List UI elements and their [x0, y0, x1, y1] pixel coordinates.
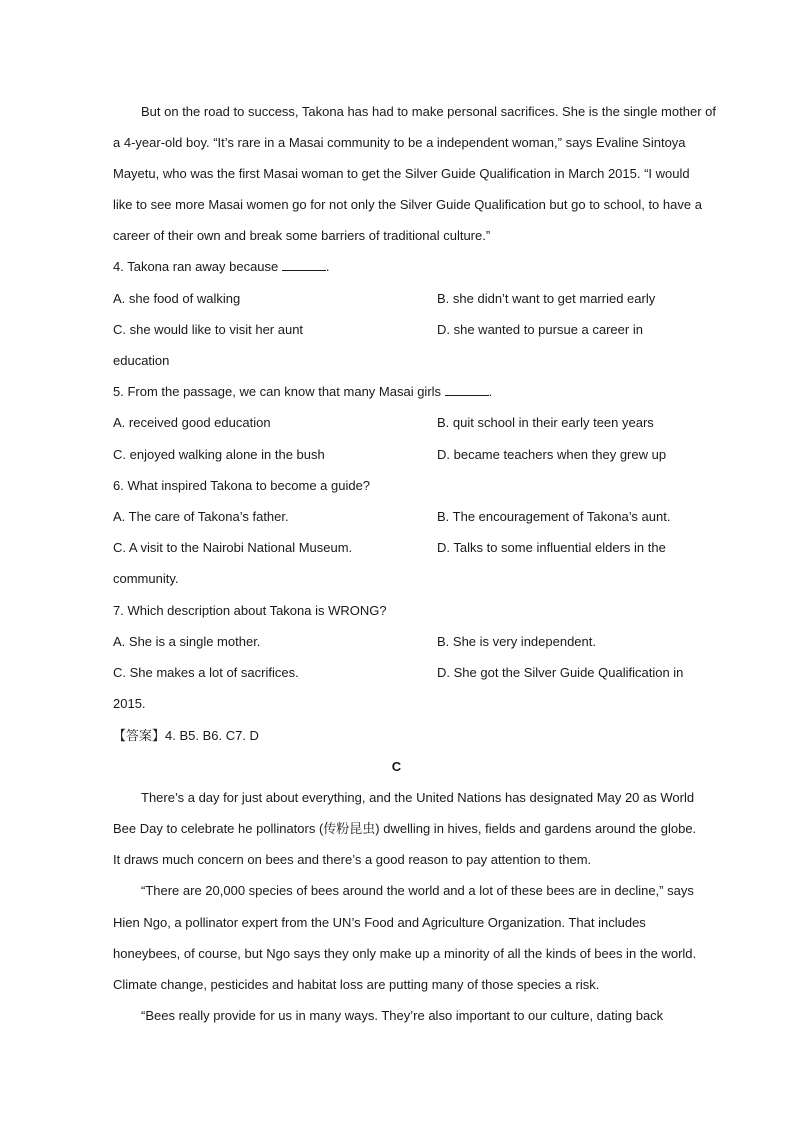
- paragraph-line: Climate change, pesticides and habitat loss are putting many of those species a risk.: [113, 977, 600, 992]
- question-6-option-b: B. The encouragement of Takona’s aunt.: [437, 509, 671, 524]
- section-heading: C: [391, 759, 402, 774]
- question-5-option-d: D. became teachers when they grew up: [437, 447, 667, 462]
- paragraph-line: It draws much concern on bees and there’s a good reason to pay attention to them.: [113, 852, 592, 867]
- paragraph-line: There’s a day for just about everything, and the United Nations has designated May 20 as World: [141, 790, 695, 805]
- answer-blank: [282, 258, 326, 271]
- paragraph-line: a 4-year-old boy. “It’s rare in a Masai community to be a independent woman,” says Evaline Sintoya: [113, 135, 686, 150]
- paragraph-line: Hien Ngo, a pollinator expert from the UN’s Food and Agriculture Organization. That includes: [113, 915, 646, 930]
- paragraph-line: Mayetu, who was the first Masai woman to get the Silver Guide Qualification in March 2015. “I would: [113, 166, 690, 181]
- question-7-option-b: B. She is very independent.: [437, 634, 596, 649]
- question-6-option-d-wrap: community.: [113, 571, 179, 586]
- question-4-option-d: D. she wanted to pursue a career in: [437, 322, 643, 337]
- question-4-option-c: C. she would like to visit her aunt: [113, 322, 304, 337]
- question-5-stem: [113, 383, 492, 401]
- paragraph-line: Bee Day to celebrate he pollinators (传粉昆虫) dwelling in hives, fields and gardens around the globe.: [113, 821, 697, 836]
- question-7-stem: 7. Which description about Takona is WRONG?: [113, 603, 387, 618]
- question-4-option-a: A. she food of walking: [113, 291, 241, 306]
- question-6-stem: 6. What inspired Takona to become a guide?: [113, 478, 371, 493]
- paragraph-line: “Bees really provide for us in many ways. They’re also important to our culture, dating back: [141, 1008, 664, 1023]
- paragraph-line: career of their own and break some barriers of traditional culture.”: [113, 228, 491, 243]
- paragraph-line: like to see more Masai women go for not only the Silver Guide Qualification but go to school, to have a: [113, 197, 702, 212]
- question-4-end: .: [325, 259, 330, 274]
- answer-text: 4. B5. B6. C7. D: [165, 728, 259, 743]
- paragraph-line: “There are 20,000 species of bees around the world and a lot of these bees are in decline,” says: [141, 883, 694, 898]
- paragraph-line: But on the road to success, Takona has had to make personal sacrifices. She is the single mother of: [141, 104, 716, 119]
- question-7-option-d: D. She got the Silver Guide Qualification in: [437, 665, 684, 680]
- question-4-stem: [113, 258, 330, 276]
- question-5-text: 5. From the passage, we can know that many Masai girls: [113, 384, 442, 399]
- question-4-text: 4. Takona ran away because: [113, 259, 279, 274]
- question-7-option-a: A. She is a single mother.: [113, 634, 261, 649]
- question-7-option-c: C. She makes a lot of sacrifices.: [113, 665, 299, 680]
- question-4-option-d-wrap: education: [113, 353, 170, 368]
- question-6-option-a: A. The care of Takona’s father.: [113, 509, 289, 524]
- question-6-option-d: D. Talks to some influential elders in the: [437, 540, 666, 555]
- question-5-option-b: B. quit school in their early teen years: [437, 415, 654, 430]
- paragraph-line: honeybees, of course, but Ngo says they only make up a minority of all the kinds of bees in the world.: [113, 946, 697, 961]
- answer-line: [113, 727, 259, 745]
- answer-blank: [445, 383, 489, 396]
- answer-tag: 【答案】: [113, 728, 166, 743]
- question-7-option-d-wrap: 2015.: [113, 696, 146, 711]
- question-5-option-a: A. received good education: [113, 415, 271, 430]
- question-5-end: .: [488, 384, 493, 399]
- question-6-option-c: C. A visit to the Nairobi National Museum.: [113, 540, 353, 555]
- question-5-option-c: C. enjoyed walking alone in the bush: [113, 447, 325, 462]
- question-4-option-b: B. she didn’t want to get married early: [437, 291, 656, 306]
